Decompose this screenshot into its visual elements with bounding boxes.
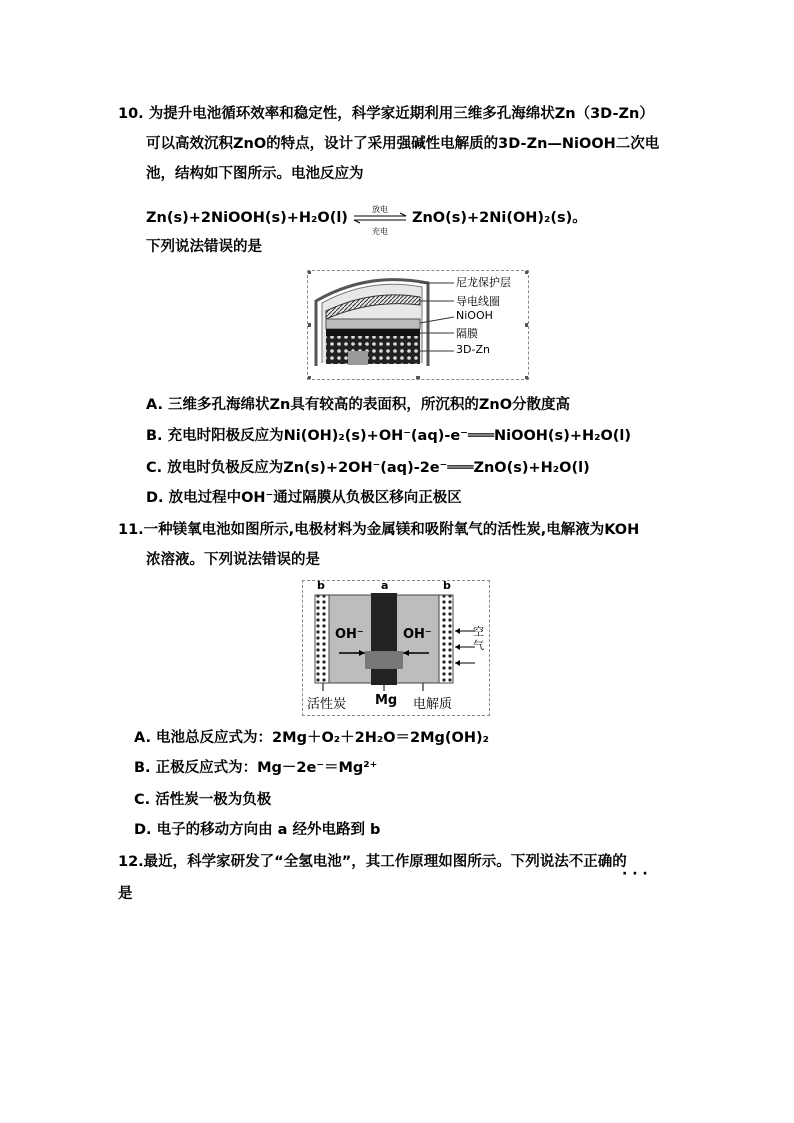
q10-equation <box>146 205 587 236</box>
q10-eq-right: ZnO(s)+2Ni(OH)₂(s)。 <box>411 210 587 226</box>
label-b-right: b <box>443 579 451 592</box>
label-electrolyte: 电解质 <box>413 697 453 712</box>
q11-option-a: A. 电池总反应式为：2Mg＋O₂＋2H₂O＝2Mg(OH)₂ <box>134 730 489 746</box>
label-separator: 隔膜 <box>456 327 478 340</box>
q11-line2: 浓溶液。下列说法错误的是 <box>146 552 320 568</box>
label-oh-right: OH⁻ <box>403 627 432 642</box>
label-niooh: NiOOH <box>456 309 493 322</box>
q10-eq-bottom: 充电 <box>371 227 388 236</box>
q10-eq-top: 放电 <box>371 205 388 214</box>
q11-option-d: D. 电子的移动方向由 a 经外电路到 b <box>134 822 381 838</box>
q12-line2: 是 <box>118 886 133 902</box>
q10-line2: 可以高效沉积ZnO的特点，设计了采用强碱性电解质的3D-Zn—NiOOH二次电 <box>146 136 660 152</box>
label-air: 空气 <box>473 625 484 652</box>
q11-line1: 11.一种镁氧电池如图所示,电极材料为金属镁和吸附氧气的活性炭,电解液为KOH <box>118 522 640 538</box>
label-mg: Mg <box>375 693 398 708</box>
label-3d-zn: 3D-Zn <box>456 343 490 356</box>
q10-line1: 10. 为提升电池循环效率和稳定性，科学家近期利用三维多孔海绵状Zn（3D-Zn） <box>118 106 654 122</box>
mg-battery-figure <box>302 580 490 716</box>
emphasis-dots: · · · <box>622 866 648 882</box>
q10-eq-left: Zn(s)+2NiOOH(s)+H₂O(l) <box>146 210 348 226</box>
q10-option-c: C. 放电时负极反应为Zn(s)+2OH⁻(aq)-2e⁻═══ZnO(s)+H₂O(l) <box>146 460 590 476</box>
label-oh-left: OH⁻ <box>335 627 364 642</box>
battery-structure-figure <box>307 270 529 380</box>
label-b-left: b <box>317 579 325 592</box>
q10-option-a: A. 三维多孔海绵状Zn具有较高的表面积，所沉积的ZnO分散度高 <box>146 397 571 413</box>
label-nylon-layer: 尼龙保护层 <box>456 276 511 289</box>
label-a: a <box>381 579 389 592</box>
q10-line5: 下列说法错误的是 <box>146 239 262 255</box>
label-carbon: 活性炭 <box>307 697 347 712</box>
q10-option-b: B. 充电时阳极反应为Ni(OH)₂(s)+OH⁻(aq)-e⁻═══NiOOH(s)+H₂O(l) <box>146 428 632 444</box>
reversible-arrow <box>352 205 408 236</box>
q10-line3: 池，结构如下图所示。电池反应为 <box>146 166 364 182</box>
q12-line1: 12.最近，科学家研发了“全氢电池”，其工作原理如图所示。下列说法不正确的 <box>118 854 627 870</box>
q10-option-d: D. 放电过程中OH⁻通过隔膜从负极区移向正极区 <box>146 490 462 506</box>
q11-option-c: C. 活性炭一极为负极 <box>134 792 272 808</box>
q11-option-b: B. 正极反应式为：Mg－2e⁻＝Mg²⁺ <box>134 760 378 776</box>
label-coil: 导电线圈 <box>456 295 500 308</box>
